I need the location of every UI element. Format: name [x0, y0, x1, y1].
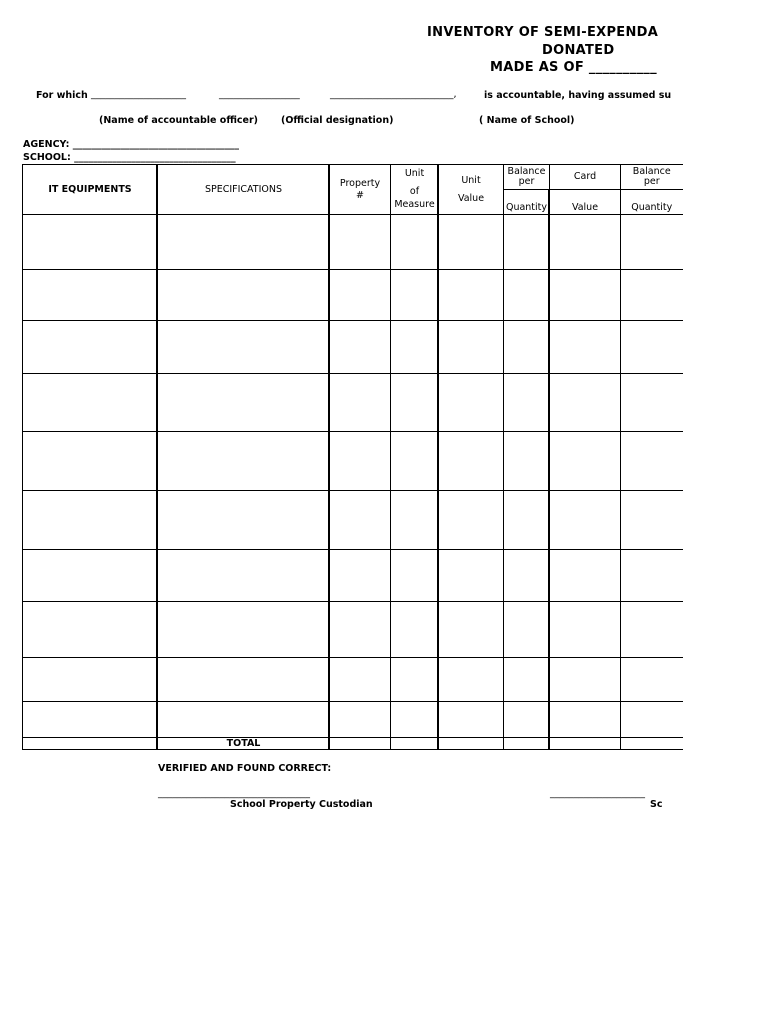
- column-divider: [156, 164, 158, 750]
- title-line-2: DONATED: [542, 43, 615, 58]
- column-divider: [548, 189, 550, 750]
- verified-label: VERIFIED AND FOUND CORRECT:: [158, 763, 332, 774]
- table-header-row: [23, 165, 683, 190]
- accountable-officer-blank: ____________________: [91, 89, 186, 100]
- label-official-designation: (Official designation): [281, 115, 394, 126]
- table-row: [23, 550, 683, 602]
- table-row: [23, 321, 683, 374]
- header-balance-per-2: Balance per: [621, 165, 683, 190]
- table-row: [23, 432, 683, 491]
- header-balance-per: Balance per: [504, 165, 550, 190]
- total-label: TOTAL: [158, 738, 330, 750]
- table-row: [23, 374, 683, 432]
- header-unit-value: Unit Value: [439, 165, 504, 215]
- label-name-of-school: ( Name of School): [479, 115, 575, 126]
- header-unit-of-measure: Unit of Measure: [391, 165, 439, 215]
- label-accountable-officer: (Name of accountable officer): [99, 115, 259, 126]
- signature-line-custodian: ________________________________: [158, 788, 310, 799]
- column-divider: [328, 164, 330, 750]
- subheader-value: Value: [550, 190, 621, 215]
- total-row: [23, 738, 683, 750]
- table-row: [23, 602, 683, 658]
- signature-line-second: ____________________: [550, 788, 645, 799]
- for-which-label: For which: [36, 90, 88, 101]
- accountability-statement: is accountable, having assumed su: [484, 90, 672, 101]
- header-property-number: Property #: [330, 165, 391, 215]
- column-divider: [437, 164, 439, 750]
- table-row: [23, 702, 683, 738]
- inventory-table: [22, 164, 683, 750]
- table-row: [23, 491, 683, 550]
- school-name-blank: __________________________,: [330, 89, 457, 100]
- table-row: [23, 658, 683, 702]
- header-card: Card: [550, 165, 621, 190]
- table-row: [23, 270, 683, 321]
- table-row: [23, 215, 683, 270]
- subheader-quantity-2: Quantity: [621, 190, 683, 215]
- title-line-3: MADE AS OF __________: [490, 60, 657, 75]
- custodian-label: School Property Custodian: [230, 799, 373, 810]
- second-signer-label: Sc: [650, 799, 663, 810]
- header-specifications: SPECIFICATIONS: [158, 165, 330, 215]
- designation-blank: _________________: [219, 89, 300, 100]
- subheader-quantity: Quantity: [504, 190, 550, 215]
- school-field: SCHOOL: __________________________________: [23, 152, 236, 163]
- agency-field: AGENCY: ___________________________________: [23, 139, 239, 150]
- header-it-equipments: IT EQUIPMENTS: [23, 165, 158, 215]
- title-line-1: INVENTORY OF SEMI-EXPENDA: [427, 25, 659, 40]
